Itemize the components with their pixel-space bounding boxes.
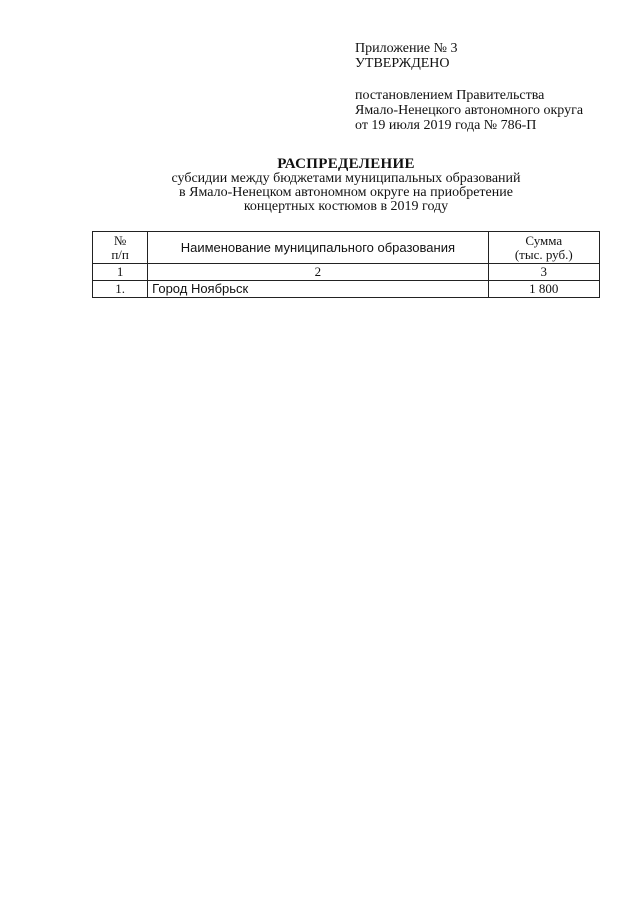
row-sum: 1 800 <box>488 281 599 298</box>
approved-stamp-text: УТВЕРЖДЕНО <box>355 56 450 71</box>
row-number: 1. <box>93 281 148 298</box>
header-sum-line-2: (тыс. руб.) <box>514 246 573 262</box>
resolution-line-2: Ямало-Ненецкого автономного округа <box>355 103 584 118</box>
header-number <box>93 232 148 264</box>
approval-spacer <box>355 71 625 88</box>
column-number-1: 1 <box>93 264 148 281</box>
subsidy-table <box>92 231 600 298</box>
subtitle-line-3: концертных костюмов в 2019 году <box>243 199 449 214</box>
resolution-line-1: постановлением Правительства <box>355 88 545 103</box>
row-municipality: Город Ноябрьск <box>148 281 488 298</box>
appendix-number: Приложение № 3 <box>355 41 458 56</box>
approval-block <box>355 41 625 133</box>
column-number-3: 3 <box>488 264 599 281</box>
header-sum <box>488 232 599 264</box>
resolution-line-3: от 19 июля 2019 года № 786-П <box>355 118 537 133</box>
subtitle-line-2: в Ямало-Ненецком автономном округе на приобретение <box>179 185 513 200</box>
column-number-2: 2 <box>148 264 488 281</box>
header-number-line-2: п/п <box>111 246 129 262</box>
table-header-row <box>93 232 600 264</box>
header-sum-line-1: Сумма <box>525 232 563 248</box>
document-heading <box>120 156 572 214</box>
header-municipality: Наименование муниципального образования <box>148 232 488 264</box>
document-title: РАСПРЕДЕЛЕНИЕ <box>277 156 415 172</box>
column-number-row <box>93 264 600 281</box>
subtitle-line-1: субсидии между бюджетами муниципальных образований <box>171 171 521 186</box>
table-row <box>93 281 600 298</box>
header-number-line-1: № <box>113 232 127 248</box>
